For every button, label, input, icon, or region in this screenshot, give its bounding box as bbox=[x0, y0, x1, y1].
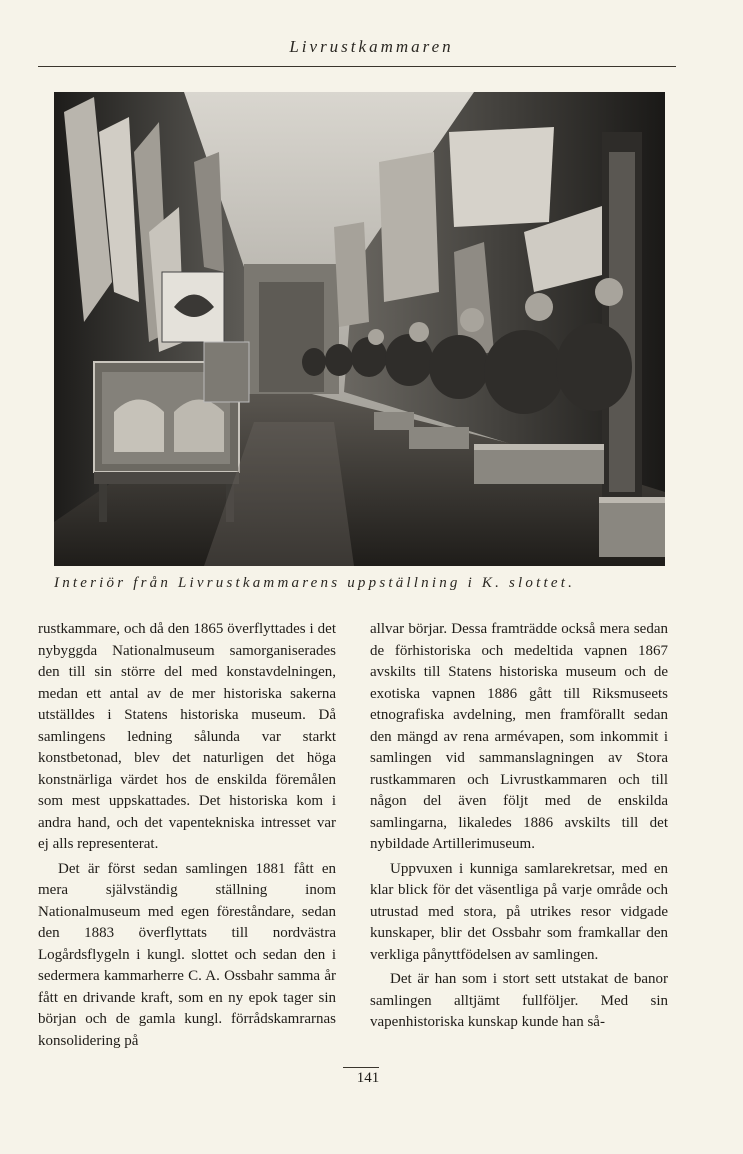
paragraph: Uppvuxen i kunniga samlarekretsar, med en klar blick för det väsentliga på varje område och utrustad med stora, på utrikes resor vidgade kunskaper, blir det Ossbahr som framkallar den verkliga pånyttfödelsen av samlingen. bbox=[370, 860, 668, 963]
figure-caption: Interiör från Livrustkammarens uppställning i K. slottet. bbox=[54, 575, 576, 591]
page-number-rule bbox=[343, 1067, 379, 1068]
paragraph: Det är först sedan samlingen 1881 fått en mera självständig ställning inom Nationalmuseum med egen föreståndare, sedan den 1883 överflyttats till nordvästra Logårdsflygeln i kungl. slottet och sedan den i sedermera kammarherre C. A. Ossbahr samma år fått en drivande kraft, som en ny epok tager sin början och de gamla kungl. förrådskamrarnas konsolidering på bbox=[38, 860, 336, 1049]
museum-interior-photo bbox=[54, 92, 665, 566]
paragraph: allvar börjar. Dessa framträdde också mera sedan de förhistoriska och medeltida vapnen 1867 avskilts till Statens historiska museum och de exotiska vapnen 1886 gått till Riksmuseets etnografiska avdelning, men framförallt sedan den mängd av rena armévapen, som inkommit i samlingen vid sammanslagningen av Stora rustkammaren och Livrustkammaren och till någon del även följt med de enskilda samlingarna, likaledes 1886 avskilts till det nybildade Artillerimuseum. bbox=[370, 621, 668, 852]
left-column bbox=[38, 619, 336, 1052]
paragraph: rustkammare, och då den 1865 överflyttades i det nybyggda Nationalmuseum samorganiserades den till sin större del med konstavdelningen, medan ett antal av de mer historiska sakerna utställdes i Statens historiska museum. Då samlingens ledning sålunda var starkt konstbetonad, blev det naturligen det höga konstnärliga värdet hos de enskilda föremålen som mest uppskattades. Det historiska kom i andra hand, och det vapentekniska intresset var ej alls representerat. bbox=[38, 621, 336, 852]
paragraph: Det är han som i stort sett utstakat de banor samlingen alltjämt fullföljer. Med sin vapenhistoriska kunskap kunde han så- bbox=[370, 971, 668, 1030]
header-rule bbox=[38, 66, 676, 67]
right-column bbox=[370, 619, 668, 1034]
running-head: Livrustkammaren bbox=[289, 37, 454, 56]
page-number: 141 bbox=[356, 1070, 380, 1086]
